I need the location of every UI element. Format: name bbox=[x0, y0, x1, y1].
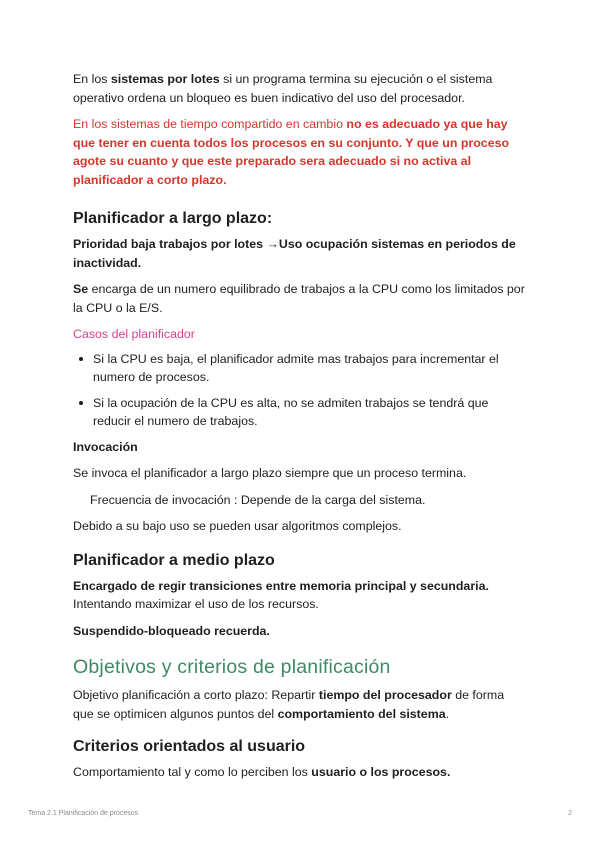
paragraph-prioridad: Prioridad baja trabajos por lotes →Uso ocupación sistemas en periodos de inactividad. bbox=[73, 237, 516, 270]
paragraph-suspendido: Suspendido-bloqueado recuerda. bbox=[73, 623, 270, 638]
footer-title: Tema 2.1 Planificación de procesos bbox=[28, 810, 139, 817]
arrow-right-icon: → bbox=[266, 237, 279, 251]
bullet-icon bbox=[79, 357, 83, 361]
heading-planificador-medio: Planificador a medio plazo bbox=[73, 551, 275, 569]
paragraph-encargado-text: Intentando maximizar el uso de los recursos. bbox=[73, 597, 319, 611]
paragraph-invocacion: Se invoca el planificador a largo plazo siempre que un proceso termina. bbox=[73, 466, 467, 480]
list-item: Si la CPU es baja, el planificador admite mas trabajos para incrementar el numero de procesos. bbox=[73, 350, 528, 387]
paragraph-encargado-bold: Encargado de regir transiciones entre memoria principal y secundaria. bbox=[73, 578, 489, 593]
page-number: 2 bbox=[568, 810, 572, 817]
heading-objetivos: Objetivos y criterios de planificación bbox=[73, 656, 391, 678]
bullet-icon bbox=[79, 401, 83, 405]
paragraph-tiempo-compartido: En los sistemas de tiempo compartido en cambio no es adecuado ya que hay que tener en cuenta todos los procesos en su conjunto. Y que un proceso agote su cuanto y que este preparado sera adecuado si no activa al planificador a corto plazo. bbox=[73, 117, 510, 187]
heading-criterios-usuario: Criterios orientados al usuario bbox=[73, 738, 306, 755]
document-body bbox=[73, 70, 528, 790]
heading-planificador-largo: Planificador a largo plazo: bbox=[73, 210, 273, 227]
heading-invocacion: Invocación bbox=[73, 439, 138, 454]
paragraph-frecuencia: Frecuencia de invocación : Depende de la carga del sistema. bbox=[90, 492, 426, 507]
paragraph-se-encarga: Se encarga de un numero equilibrado de trabajos a la CPU como los limitados por la CPU o la E/S. bbox=[73, 282, 525, 315]
label-casos-planificador: Casos del planificador bbox=[73, 327, 195, 341]
list-item: Si la ocupación de la CPU es alta, no se admiten trabajos se tendrá que reducir el numero de trabajos. bbox=[73, 394, 528, 431]
bullet-list-casos bbox=[73, 350, 528, 431]
page-footer bbox=[28, 810, 572, 817]
paragraph-objetivo: Objetivo planificación a corto plazo: Repartir tiempo del procesador de forma que se optimicen algunos puntos del comportamiento del sistema. bbox=[73, 688, 505, 721]
paragraph-debido: Debido a su bajo uso se pueden usar algoritmos complejos. bbox=[73, 519, 402, 533]
paragraph-sistemas-lotes: En los sistemas por lotes si un programa termina su ejecución o el sistema operativo ordena un bloqueo es buen indicativo del uso del procesador. bbox=[73, 72, 493, 105]
paragraph-comportamiento: Comportamiento tal y como lo perciben los usuario o los procesos. bbox=[73, 765, 451, 779]
